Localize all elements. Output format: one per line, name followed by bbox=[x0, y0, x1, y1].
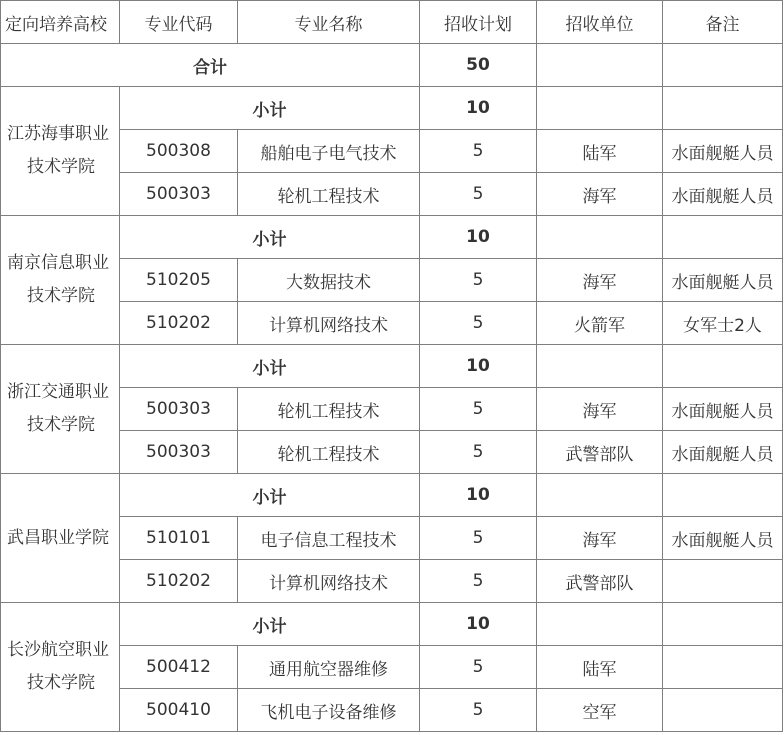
header-row bbox=[1, 1, 783, 44]
school-name-line1: 武昌职业学院 bbox=[7, 528, 109, 548]
header-code: 专业代码 bbox=[120, 1, 238, 44]
plan-count: 5 bbox=[420, 646, 537, 689]
school-name-line2: 技术学院 bbox=[27, 673, 95, 693]
note: 水面舰艇人员 bbox=[663, 173, 783, 216]
plan-count: 5 bbox=[420, 130, 537, 173]
school-name-line1: 南京信息职业 bbox=[7, 253, 109, 273]
header-note: 备注 bbox=[663, 1, 783, 44]
recruit-unit: 武警部队 bbox=[537, 431, 663, 474]
major-name: 大数据技术 bbox=[238, 259, 420, 302]
subtotal-value: 10 bbox=[420, 474, 537, 517]
school-name-line1: 浙江交通职业 bbox=[7, 382, 109, 402]
note bbox=[663, 689, 783, 732]
plan-count: 5 bbox=[420, 517, 537, 560]
major-code: 500412 bbox=[120, 646, 238, 689]
plan-count: 5 bbox=[420, 259, 537, 302]
subtotal-row bbox=[1, 87, 783, 130]
total-label: 合计 bbox=[1, 44, 420, 87]
school-name-line2: 技术学院 bbox=[27, 286, 95, 306]
empty-cell bbox=[537, 87, 663, 130]
note: 水面舰艇人员 bbox=[663, 431, 783, 474]
plan-count: 5 bbox=[420, 689, 537, 732]
empty-cell bbox=[663, 87, 783, 130]
major-code: 510101 bbox=[120, 517, 238, 560]
school-name-line2: 技术学院 bbox=[27, 415, 95, 435]
major-code: 500303 bbox=[120, 173, 238, 216]
school-name bbox=[1, 603, 120, 732]
recruit-unit: 空军 bbox=[537, 689, 663, 732]
total-value: 50 bbox=[420, 44, 537, 87]
subtotal-label: 小计 bbox=[120, 474, 420, 517]
major-name: 电子信息工程技术 bbox=[238, 517, 420, 560]
recruit-unit: 陆军 bbox=[537, 130, 663, 173]
school-name bbox=[1, 216, 120, 345]
note: 水面舰艇人员 bbox=[663, 517, 783, 560]
major-code: 500410 bbox=[120, 689, 238, 732]
subtotal-label: 小计 bbox=[120, 345, 420, 388]
major-code: 500308 bbox=[120, 130, 238, 173]
subtotal-value: 10 bbox=[420, 345, 537, 388]
major-code: 510205 bbox=[120, 259, 238, 302]
recruit-unit: 武警部队 bbox=[537, 560, 663, 603]
major-name: 飞机电子设备维修 bbox=[238, 689, 420, 732]
subtotal-value: 10 bbox=[420, 87, 537, 130]
school-name-line1: 长沙航空职业 bbox=[7, 640, 109, 660]
note: 女军士2人 bbox=[663, 302, 783, 345]
major-code: 500303 bbox=[120, 431, 238, 474]
plan-count: 5 bbox=[420, 431, 537, 474]
recruit-unit: 海军 bbox=[537, 388, 663, 431]
subtotal-label: 小计 bbox=[120, 603, 420, 646]
major-name: 通用航空器维修 bbox=[238, 646, 420, 689]
empty-cell bbox=[663, 474, 783, 517]
major-code: 500303 bbox=[120, 388, 238, 431]
subtotal-row bbox=[1, 345, 783, 388]
plan-count: 5 bbox=[420, 560, 537, 603]
recruit-unit: 海军 bbox=[537, 259, 663, 302]
note bbox=[663, 646, 783, 689]
note: 水面舰艇人员 bbox=[663, 130, 783, 173]
major-code: 510202 bbox=[120, 560, 238, 603]
major-name: 轮机工程技术 bbox=[238, 388, 420, 431]
recruit-unit: 海军 bbox=[537, 517, 663, 560]
empty-cell bbox=[663, 345, 783, 388]
empty-cell bbox=[537, 603, 663, 646]
empty-cell bbox=[537, 345, 663, 388]
subtotal-value: 10 bbox=[420, 603, 537, 646]
school-name bbox=[1, 87, 120, 216]
school-name bbox=[1, 474, 120, 603]
plan-count: 5 bbox=[420, 388, 537, 431]
empty-cell bbox=[663, 216, 783, 259]
major-name: 船舶电子电气技术 bbox=[238, 130, 420, 173]
major-name: 计算机网络技术 bbox=[238, 560, 420, 603]
subtotal-row bbox=[1, 603, 783, 646]
empty-cell bbox=[537, 474, 663, 517]
note bbox=[663, 560, 783, 603]
header-unit: 招收单位 bbox=[537, 1, 663, 44]
major-name: 轮机工程技术 bbox=[238, 173, 420, 216]
empty-cell bbox=[663, 44, 783, 87]
subtotal-label: 小计 bbox=[120, 216, 420, 259]
school-name bbox=[1, 345, 120, 474]
recruit-unit: 陆军 bbox=[537, 646, 663, 689]
school-name-line2: 技术学院 bbox=[27, 157, 95, 177]
empty-cell bbox=[663, 603, 783, 646]
empty-cell bbox=[537, 44, 663, 87]
major-name: 计算机网络技术 bbox=[238, 302, 420, 345]
note: 水面舰艇人员 bbox=[663, 388, 783, 431]
header-plan: 招收计划 bbox=[420, 1, 537, 44]
note: 水面舰艇人员 bbox=[663, 259, 783, 302]
plan-count: 5 bbox=[420, 173, 537, 216]
recruit-unit: 火箭军 bbox=[537, 302, 663, 345]
subtotal-row bbox=[1, 474, 783, 517]
recruit-unit: 海军 bbox=[537, 173, 663, 216]
header-school: 定向培养高校 bbox=[1, 1, 120, 44]
plan-count: 5 bbox=[420, 302, 537, 345]
major-code: 510202 bbox=[120, 302, 238, 345]
subtotal-label: 小计 bbox=[120, 87, 420, 130]
header-major: 专业名称 bbox=[238, 1, 420, 44]
empty-cell bbox=[537, 216, 663, 259]
subtotal-value: 10 bbox=[420, 216, 537, 259]
total-row bbox=[1, 44, 783, 87]
subtotal-row bbox=[1, 216, 783, 259]
school-name-line1: 江苏海事职业 bbox=[7, 124, 109, 144]
major-name: 轮机工程技术 bbox=[238, 431, 420, 474]
